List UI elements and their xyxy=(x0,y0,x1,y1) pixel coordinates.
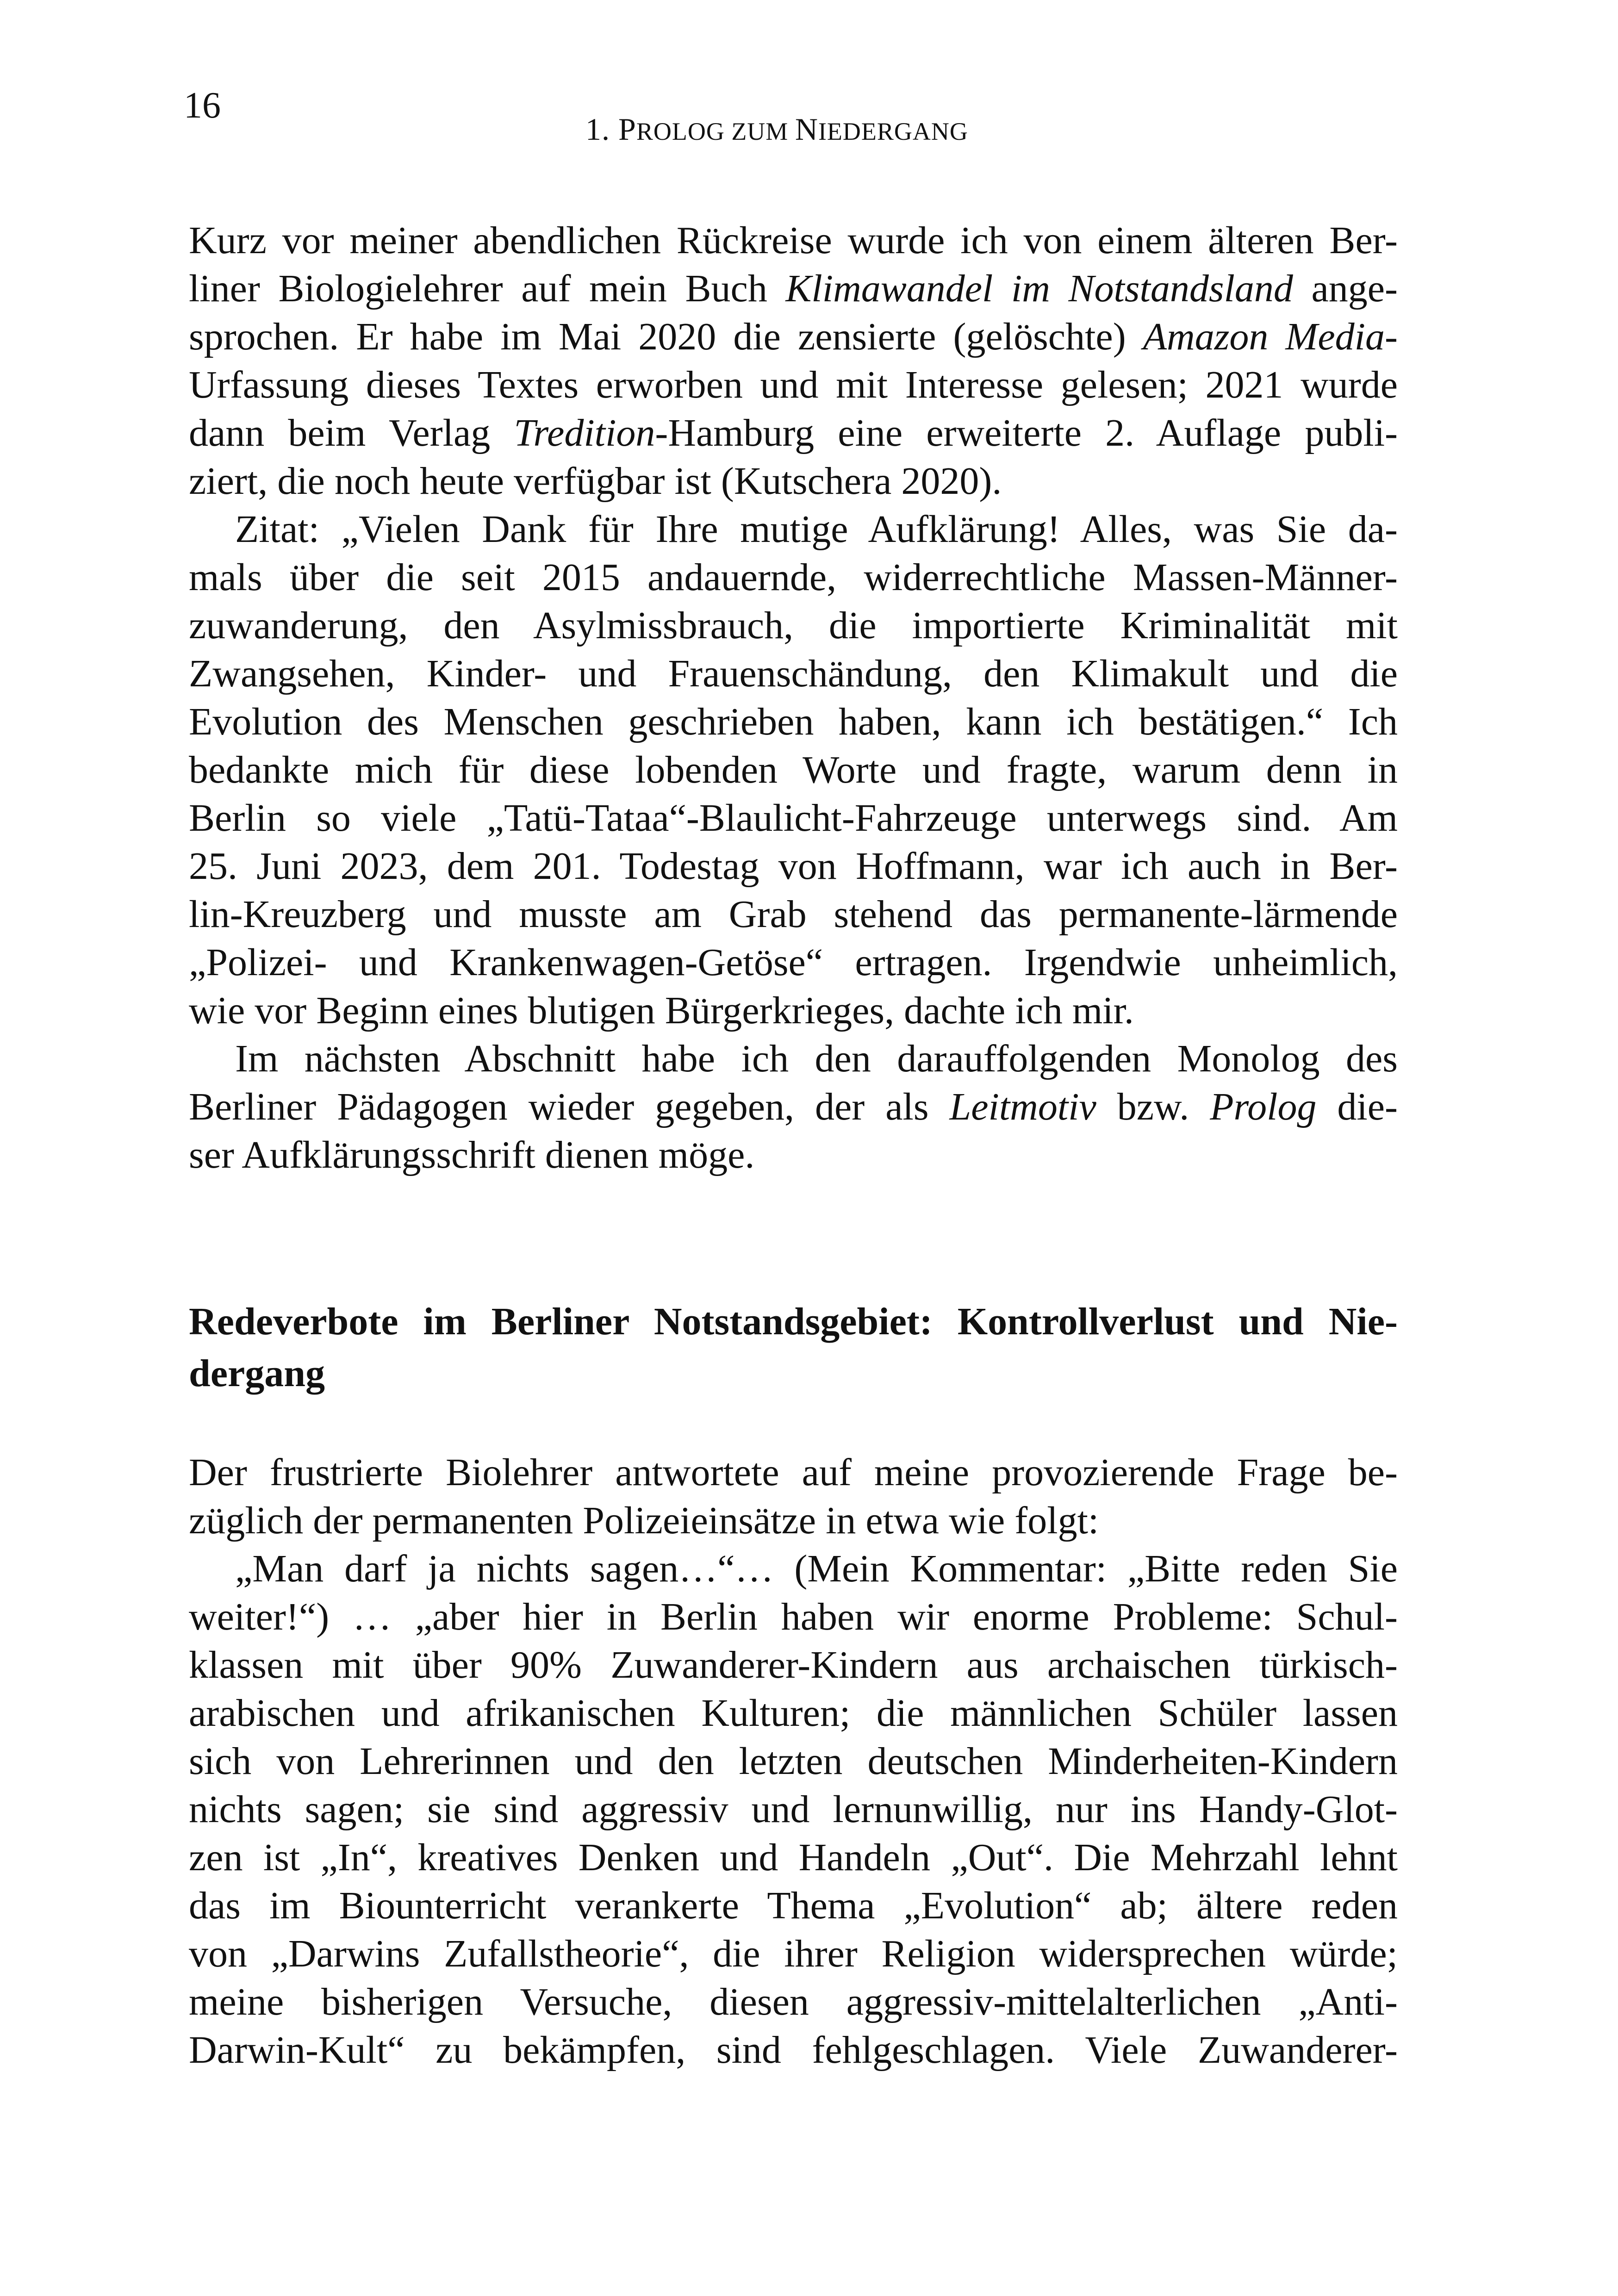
text-line: lin-Kreuzberg und musste am Grab stehend das permanente-lärmende xyxy=(189,893,1398,936)
text-line: bedankte mich für diese lobenden Worte und fragte, warum denn in xyxy=(189,748,1398,791)
text-line: Zitat: „Vielen Dank für Ihre mutige Aufklärung! Alles, was Sie da- xyxy=(235,508,1398,551)
text-line: sprochen. Er habe im Mai 2020 die zensierte (gelöschte) Amazon Media- xyxy=(189,315,1398,358)
text-line: Kurz vor meiner abendlichen Rückreise wurde ich von einem älteren Ber- xyxy=(189,219,1398,262)
paragraph xyxy=(189,1545,1398,2074)
section-heading xyxy=(189,1296,1398,1400)
text-line: das im Biounterricht verankerte Thema „Evolution“ ab; ältere reden xyxy=(189,1884,1398,1927)
text-line: wie vor Beginn eines blutigen Bürgerkrieges, dachte ich mir. xyxy=(189,989,1134,1032)
paragraph xyxy=(189,217,1398,505)
text-line: Evolution des Menschen geschrieben haben, kann ich bestätigen.“ Ich xyxy=(189,700,1398,743)
text-line: meine bisherigen Versuche, diesen aggressiv-mittelalterlichen „Anti- xyxy=(189,1980,1398,2023)
text-line: zuwanderung, den Asylmissbrauch, die importierte Kriminalität mit xyxy=(189,604,1398,647)
chapter-title-p: P xyxy=(618,112,636,147)
chapter-title-iedergang: IEDERGANG xyxy=(818,118,968,145)
chapter-number: 1. xyxy=(585,112,610,147)
running-head xyxy=(585,113,968,145)
text-line: liner Biologielehrer auf mein Buch Klimawandel im Notstandsland ange- xyxy=(189,267,1398,310)
text-line: 25. Juni 2023, dem 201. Todestag von Hoffmann, war ich auch in Ber- xyxy=(189,845,1398,888)
text-line: arabischen und afrikanischen Kulturen; die männlichen Schüler lassen xyxy=(189,1692,1398,1735)
text-line: Urfassung dieses Textes erworben und mit Interesse gelesen; 2021 wurde xyxy=(189,363,1398,406)
paragraph xyxy=(189,1449,1398,1545)
chapter-title-rolog: ROLOG ZUM xyxy=(636,118,795,145)
text-line: von „Darwins Zufallstheorie“, die ihrer Religion widersprechen würde; xyxy=(189,1932,1398,1975)
text-line: „Man darf ja nichts sagen…“… (Mein Kommentar: „Bitte reden Sie xyxy=(235,1547,1398,1590)
text-line: nichts sagen; sie sind aggressiv und lernunwillig, nur ins Handy-Glot- xyxy=(189,1788,1398,1831)
section-1-text xyxy=(189,217,1398,1179)
paragraph xyxy=(189,505,1398,1035)
text-line: Berliner Pädagogen wieder gegeben, der als Leitmotiv bzw. Prolog die- xyxy=(189,1085,1398,1128)
chapter-title-n: N xyxy=(795,112,818,147)
section-2-text xyxy=(189,1449,1398,2074)
text-line: mals über die seit 2015 andauernde, widerrechtliche Massen-Männer- xyxy=(189,556,1398,599)
text-line: Berlin so viele „Tatü-Tataa“-Blaulicht-Fahrzeuge unterwegs sind. Am xyxy=(189,796,1398,840)
heading-line: dergang xyxy=(189,1352,325,1395)
text-line: ser Aufklärungsschrift dienen möge. xyxy=(189,1133,755,1176)
text-line: dann beim Verlag Tredition-Hamburg eine erweiterte 2. Auflage publi- xyxy=(189,411,1398,454)
text-line: Im nächsten Abschnitt habe ich den darauffolgenden Monolog des xyxy=(235,1037,1398,1080)
text-line: weiter!“) … „aber hier in Berlin haben wir enorme Probleme: Schul- xyxy=(189,1595,1398,1638)
paragraph xyxy=(189,1035,1398,1179)
text-line: Der frustrierte Biolehrer antwortete auf meine provozierende Frage be- xyxy=(189,1451,1398,1494)
text-line: sich von Lehrerinnen und den letzten deutschen Minderheiten-Kindern xyxy=(189,1740,1398,1783)
text-line: zen ist „In“, kreatives Denken und Handeln „Out“. Die Mehrzahl lehnt xyxy=(189,1836,1398,1879)
page-number: 16 xyxy=(184,85,221,126)
text-line: ziert, die noch heute verfügbar ist (Kutschera 2020). xyxy=(189,460,1002,503)
text-line: „Polizei- und Krankenwagen-Getöse“ ertragen. Irgendwie unheimlich, xyxy=(189,941,1398,984)
heading-line: Redeverbote im Berliner Notstandsgebiet: Kontrollverlust und Nie- xyxy=(189,1300,1398,1343)
text-line: Zwangsehen, Kinder- und Frauenschändung, den Klimakult und die xyxy=(189,652,1398,695)
text-line: Darwin-Kult“ zu bekämpfen, sind fehlgeschlagen. Viele Zuwanderer- xyxy=(189,2028,1398,2072)
text-line: klassen mit über 90% Zuwanderer-Kindern aus archaischen türkisch- xyxy=(189,1643,1398,1686)
text-line: züglich der permanenten Polizeieinsätze in etwa wie folgt: xyxy=(189,1499,1099,1542)
